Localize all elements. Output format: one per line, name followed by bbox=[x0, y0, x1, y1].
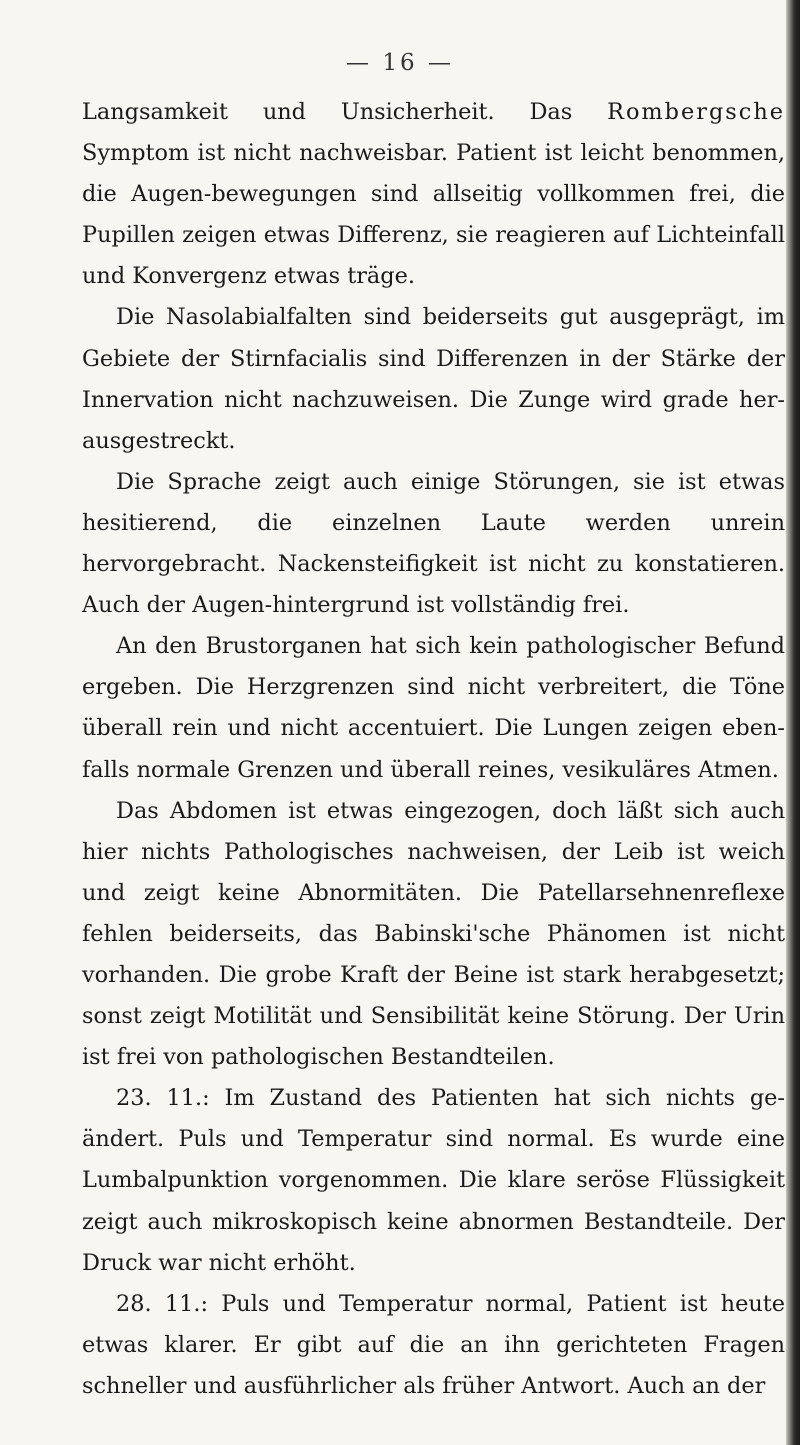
paragraph-p6 bbox=[82, 1078, 785, 1283]
name-spaced: Rombergsche bbox=[607, 99, 785, 125]
body-text bbox=[82, 92, 785, 1407]
text-run: Die Nasolabialfalten sind beiderseits gut ausgeprägt, im Gebiete der Stirnfacialis sind Differenzen in der Stärke der Innervation nicht nachzuweisen. Die Zunge wird grade her-ausgestreckt. bbox=[82, 304, 785, 454]
paragraph-p3 bbox=[82, 462, 785, 626]
paragraph-p5 bbox=[82, 791, 785, 1079]
text-run: Symptom ist nicht nachweisbar. Patient ist leicht benommen, die Augen-bewegungen sind allseitig vollkommen frei, die Pupillen zeigen etwas Differenz, sie reagieren auf Lichteinfall und Konvergenz etwas träge. bbox=[82, 140, 785, 290]
text-run: Das Abdomen ist etwas eingezogen, doch läßt sich auch hier nichts Pathologisches nachweisen, der Leib ist weich und zeigt keine Abnormitäten. Die Patellarsehnenreflexe fehlen beiderseits, das Babinski'sche Phänomen ist nicht vorhanden. Die grobe Kraft der Beine ist stark herabgesetzt; sonst zeigt Motilität und Sensibilität keine Störung. Der Urin ist frei von pathologischen Bestandteilen. bbox=[82, 797, 785, 1071]
text-run: 23. 11.: Im Zustand des Patienten hat sich nichts ge-ändert. Puls und Temperatur sind normal. Es wurde eine Lumbalpunktion vorgenommen. Die klare seröse Flüssigkeit zeigt auch mikroskopisch keine abnormen Bestandteile. Der Druck war nicht erhöht. bbox=[82, 1085, 785, 1276]
text-run: 28. 11.: Puls und Temperatur normal, Patient ist heute etwas klarer. Er gibt auf die an ihn gerichteten Fragen schneller und ausführlicher als früher Antwort. Auch an der bbox=[82, 1290, 785, 1399]
text-run: Langsamkeit und Unsicherheit. Das bbox=[82, 99, 608, 125]
paragraph-p4 bbox=[82, 626, 785, 790]
text-run: Die Sprache zeigt auch einige Störungen, sie ist etwas hesitierend, die einzelnen Laute werden unrein hervorgebracht. Nackensteifigkeit ist nicht zu konstatieren. Auch der Augen-hintergrund ist vollständig frei. bbox=[82, 468, 785, 619]
paragraph-p1 bbox=[82, 92, 785, 297]
page-binding-edge bbox=[786, 0, 800, 1445]
page-number: — 16 — bbox=[346, 50, 454, 76]
paragraph-p2 bbox=[82, 297, 785, 461]
text-run: An den Brustorganen hat sich kein pathologischer Befund ergeben. Die Herzgrenzen sind nicht verbreitert, die Töne überall rein und nicht accentuiert. Die Lungen zeigen eben-falls normale Grenzen und überall reines, vesikuläres Atmen. bbox=[82, 633, 785, 783]
paragraph-p7 bbox=[82, 1284, 785, 1407]
